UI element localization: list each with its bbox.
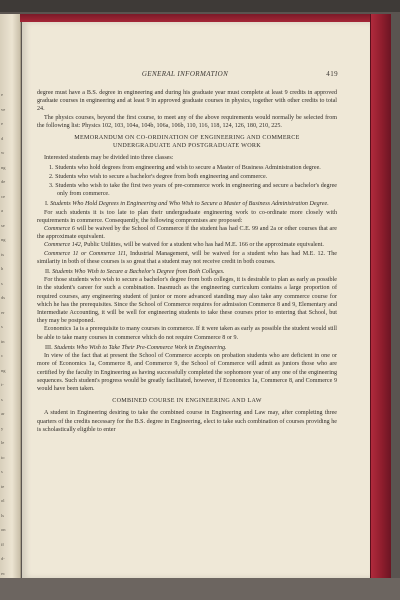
course-name: Commerce 142,: [44, 242, 83, 249]
paragraph: Economics 1a is a prerequisite to many courses in commerce. If it were taken as early as possible the student would still be able to take many courses in commerce which do not require Commerce 8 or 9.: [37, 326, 337, 341]
subsection-heading: [37, 268, 337, 276]
paragraph: In view of the fact that at present the School of Commerce accepts on probation students who are deficient in one or more of Economics 1a, Commerce 8, and Commerce 9, the School of Commerce will admit as juniors those who are certified by the faculty in Engineering as having successfully completed the sophomore year of any one of the engineering sequences. Such student's progress would be greatly facilitated, however, if Economics 1a, Commerce 8, and Commerce 9 would have been taken.: [37, 353, 337, 392]
facing-page-fragment: d-: [1, 556, 5, 561]
facing-page-fragment: s: [1, 469, 3, 474]
list-text: Students who wish to secure a bachelor's degree from both engineering and commerce.: [55, 173, 268, 180]
subsection-title: Students Who Wish to Take Their Pre-Commerce Work in Engineering.: [54, 344, 227, 351]
list-text: Students who hold degrees from engineering and wish to secure a Master of Business Administration degree.: [55, 164, 321, 171]
facing-page-fragment: in: [1, 338, 5, 344]
subsection-heading: [37, 200, 337, 208]
running-header: [32, 70, 338, 80]
facing-page-fragment: s: [1, 324, 3, 329]
facing-page-fragment: e: [1, 121, 3, 126]
page-body: [37, 89, 337, 434]
section-heading: [37, 134, 337, 150]
facing-page-fragment: e: [1, 92, 3, 97]
list-item: [37, 164, 337, 172]
facing-page-fragment: y: [1, 425, 4, 431]
facing-page-fragment: se: [1, 222, 5, 228]
facing-page-fragment: le: [1, 440, 5, 445]
list-text: Students who wish to take the first two years of pre-commerce work in engineering and secure a bachelor's degree only from commerce.: [55, 183, 337, 198]
heading-line: MEMORANDUM ON CO-ORDINATION OF ENGINEERING AND COMMERCE: [74, 135, 300, 142]
subsection-title: Students Who Hold Degrees in Engineering and Who Wish to Secure a Master of Business Administration Degree.: [50, 201, 329, 208]
facing-page-fragment: ts: [1, 251, 5, 257]
facing-page-fragment: er: [1, 309, 5, 315]
subsection-heading: [37, 344, 337, 352]
facing-page-fragment: io: [1, 454, 5, 460]
paragraph: degree must have a B.S. degree in engineering and during his graduate year must complete at least 9 credits in approved graduate courses in engineering and at least 9 in approved graduate courses in physics, together with other credits to total 24.: [37, 90, 337, 113]
facing-page-fragment: ol: [1, 498, 5, 503]
facing-page-fragment: ng: [1, 367, 6, 373]
facing-page-margin: [0, 14, 21, 580]
paragraph: For those students who wish to secure a bachelor's degree from both colleges, it is desirable to plan as early as possible in the student's career for such a combination. Inasmuch as the engineering curriculum contains a large proportion of required courses, any engineering student of junior or more advanced standing may also take any commerce course for which he has the prerequisites. Since the School of Commerce requires for admission Commerce 8 and 9, Elementary and Intermediate Accounting, it will be well for engineering students to take these courses prior to entering that School, but they may be postponed.: [37, 277, 337, 325]
background-bottom: [0, 578, 400, 600]
facing-page-fragment: ff: [1, 541, 4, 547]
list-number: 2.: [49, 173, 54, 180]
subsection-title: Students Who Wish to Secure a Bachelor's Degree from Both Colleges.: [52, 269, 225, 276]
facing-page-fragment: on: [1, 527, 6, 532]
paragraph: [37, 241, 337, 249]
paragraph-text: will be waived by the School of Commerce if the student has had C.E. 99 and 2a or other courses that are the approximate equivalent.: [37, 226, 337, 241]
course-name: Commerce 6: [44, 226, 75, 233]
facing-page-fragment: ce: [1, 193, 5, 199]
facing-page-fragment: s: [1, 396, 3, 402]
paragraph: For such students it is too late to plan their undergraduate engineering work to co-ordinate more closely with requirements in commerce. Consequently, the following compromises are proposed:: [37, 209, 337, 224]
background-top: [0, 0, 400, 12]
facing-page-fragment: h: [1, 266, 4, 271]
list-item: [37, 182, 337, 198]
paragraph: A student in Engineering desiring to take the combined course in Engineering and Law may, after completing three quarters of the credits necessary for the B.S. degree in Engineering, elect to take such combination of courses providing he is scholastically eligible to enter: [37, 410, 337, 433]
facing-page-fragment: ar: [1, 411, 5, 416]
facing-page-fragment: ve: [1, 106, 6, 112]
facing-page-fragment: ng: [1, 164, 6, 170]
book-top-edge: [20, 14, 390, 22]
facing-page-fragment: w: [1, 150, 5, 155]
facing-page-fragment: ec: [1, 570, 5, 576]
heading-line: UNDERGRADUATE AND POSTGRADUATE WORK: [112, 143, 261, 150]
facing-page-fragment: te: [1, 483, 5, 489]
list-item: [37, 173, 337, 181]
subsection-number: II.: [45, 269, 51, 276]
subsection-number: I.: [45, 201, 49, 208]
page-number: 419: [326, 70, 338, 78]
book-page: [22, 22, 370, 578]
paragraph-text: Industrial Management, will be waived for a student who has had M.E. 12. The similarity in both of these courses is so great that a student may not receive credit in both courses.: [37, 250, 338, 265]
facing-page-fragment: ds: [1, 295, 6, 300]
course-name: Commerce 11 or Commerce 111,: [44, 250, 128, 257]
list-number: 1.: [49, 164, 54, 171]
paragraph: [37, 250, 337, 266]
book-cover-edge: [370, 14, 391, 580]
facing-page-fragment: a: [1, 208, 3, 213]
list-number: 3.: [49, 183, 54, 190]
running-title: GENERAL INFORMATION: [141, 70, 229, 78]
paragraph: Interested students may be divided into three classes:: [44, 155, 174, 162]
section-heading: COMBINED COURSE IN ENGINEERING AND LAW: [112, 398, 262, 405]
facing-page-fragment: c: [1, 353, 3, 358]
subsection-number: III.: [45, 344, 53, 351]
facing-page-fragment: s: [1, 280, 3, 286]
facing-page-fragment: ng: [1, 237, 6, 242]
paragraph: The physics courses, beyond the first course, to meet any of the above requirements would normally be selected from the following list: Physics 102, 103, 104a, 104b, 106a, 106b, 110, 116, 118, 124, 126, 180, 210, 225.: [37, 114, 337, 129]
facing-page-fragment: d: [1, 135, 4, 141]
facing-page-fragment: de: [1, 179, 6, 184]
facing-page-fragment: ls: [1, 512, 5, 518]
facing-page-fragment: t-: [1, 382, 4, 387]
paragraph: [37, 225, 337, 241]
paragraph-text: Public Utilities, will be waived for a student who has had M.E. 166 or the approximate equivalent.: [82, 242, 324, 249]
